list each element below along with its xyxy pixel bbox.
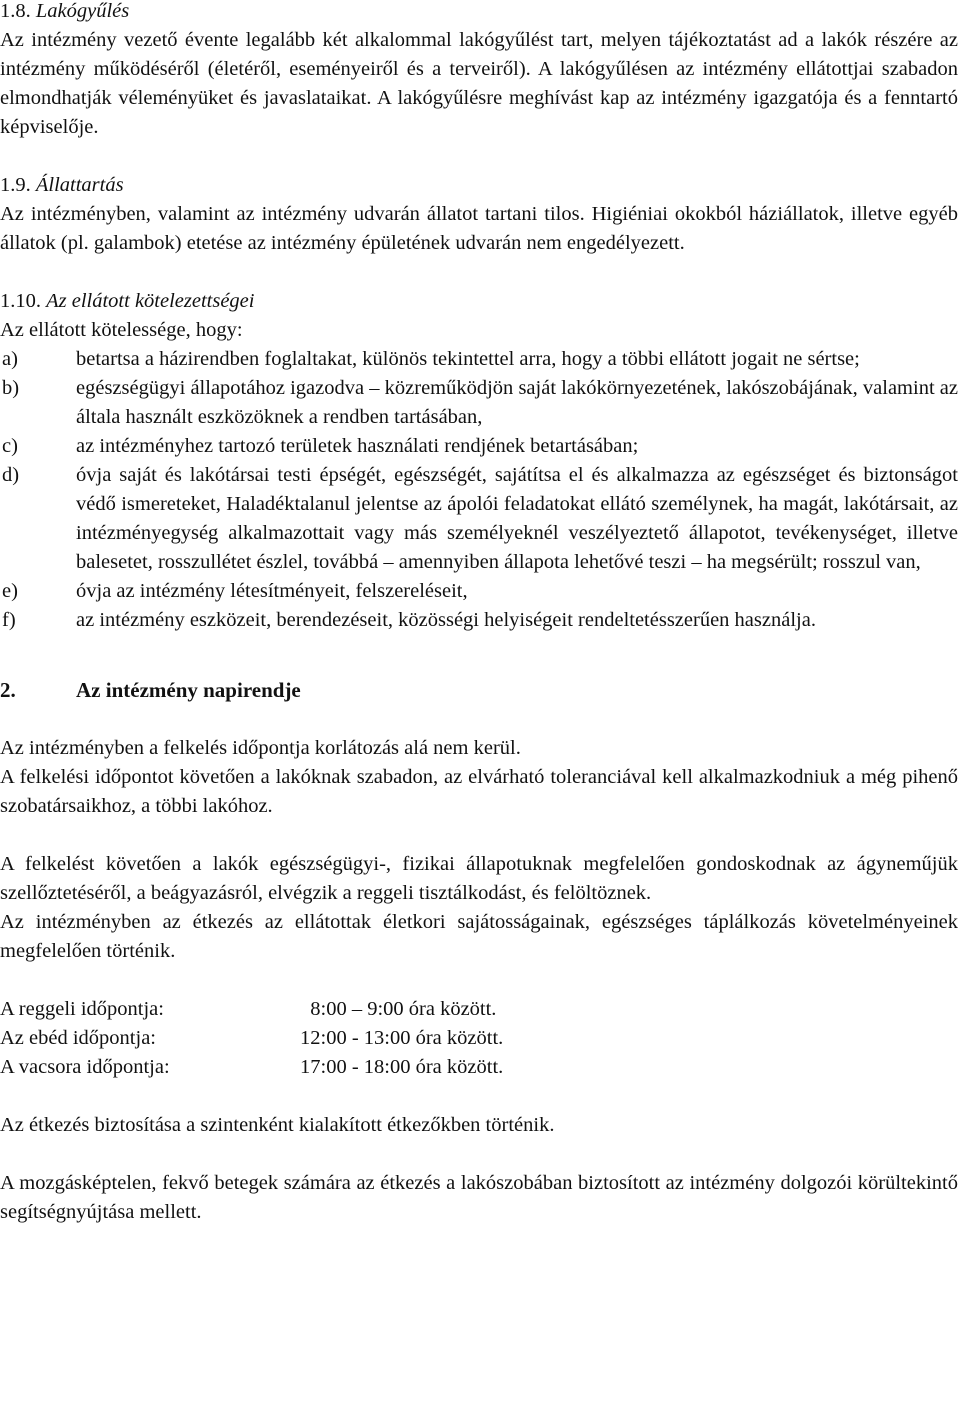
- meal-row: [0, 1024, 958, 1053]
- chapter-title: Az intézmény napirendje: [76, 678, 301, 702]
- list-marker: c): [2, 435, 18, 457]
- meal-label: A reggeli időpontja:: [0, 998, 164, 1020]
- list-marker: e): [2, 580, 18, 602]
- meal-row: [0, 1053, 958, 1082]
- section-number: 1.10.: [0, 290, 41, 312]
- paragraph: A felkelést követően a lakók egészségügyi-, fizikai állapotuknak megfelelően gondoskodnak az ágyneműjük szellőztetéséről, a beágyazásról, elvégzik a reggeli tisztálkodást, és felöltöznek.: [0, 853, 958, 904]
- section-intro-1-10: Az ellátott kötelessége, hogy:: [0, 319, 243, 341]
- paragraph: A felkelési időpontot követően a lakóknak szabadon, az elvárható toleranciával kell alkalmazkodniuk a még pihenő szobatársaikhoz, a többi lakóhoz.: [0, 766, 958, 817]
- section-heading-1-10: [0, 287, 958, 316]
- section-heading-1-9: [0, 171, 958, 200]
- section-body-1-8: Az intézmény vezető évente legalább két alkalommal lakógyűlést tart, melyen tájékoztatást ad a lakók részére az intézmény működéséről (életéről, eseményeiről és a terveiről). A lakógyűlésen az intézmény ellátottjai szabadon elmondhatják véleményüket és javaslataikat. A lakógyűlésre meghívást kap az intézmény igazgatója és a fenntartó képviselője.: [0, 29, 958, 138]
- list-marker: f): [2, 609, 16, 631]
- list-text: óvja az intézmény létesítményeit, felszereléseit,: [76, 580, 468, 602]
- section-title: Állattartás: [35, 174, 124, 196]
- section-number: 1.8.: [0, 0, 31, 22]
- section-title: Lakógyűlés: [35, 0, 130, 22]
- section-body-1-9: Az intézményben, valamint az intézmény udvarán állatot tartani tilos. Higiéniai okokból háziállatok, illetve egyéb állatok (pl. galambok) etetése az intézmény épületének udvarán nem engedélyezett.: [0, 203, 958, 254]
- meal-row: [0, 995, 958, 1024]
- chapter-heading-2: [0, 676, 958, 705]
- paragraph: Az étkezés biztosítása a szintenként kialakított étkezőkben történik.: [0, 1114, 555, 1136]
- paragraph: A mozgásképtelen, fekvő betegek számára az étkezés a lakószobában biztosított az intézmény dolgozói körültekintő segítségnyújtása mellett.: [0, 1172, 958, 1223]
- list-marker: b): [2, 377, 20, 399]
- section-heading-1-8: [0, 0, 958, 26]
- section-number: 1.9.: [0, 174, 31, 196]
- meal-label: A vacsora időpontja:: [0, 1056, 170, 1078]
- list-item: [0, 577, 958, 606]
- list-item: [0, 606, 958, 635]
- list-item: [0, 461, 958, 577]
- list-text: az intézményhez tartozó területek használati rendjének betartásában;: [76, 435, 639, 457]
- list-marker: d): [2, 464, 20, 486]
- section-title: Az ellátott kötelezettségei: [46, 290, 255, 312]
- list-text: az intézmény eszközeit, berendezéseit, közösségi helyiségeit rendeltetésszerűen használja.: [76, 609, 816, 631]
- list-text: betartsa a házirendben foglaltakat, különös tekintettel arra, hogy a többi ellátott jogait ne sértse;: [76, 348, 860, 370]
- meal-schedule: [0, 995, 958, 1082]
- paragraph: Az intézményben a felkelés időpontja korlátozás alá nem kerül.: [0, 737, 521, 759]
- meal-time: 12:00 - 13:00 óra között.: [300, 1027, 504, 1049]
- list-text: óvja saját és lakótársai testi épségét, egészségét, sajátítsa el és alkalmazza az egészséget és biztonságot védő ismereteket, Haladéktalanul jelentse az ápolói feladatokat ellátó személynek, ha magát, lakótársait, az intézményegység alkalmazottait vagy más személyeknél veszélyeztető állapotot, tevékenységet, illetve balesetet, rosszullétet észlel, továbbá – amennyiben állapota lehetővé teszi – ha megsérült; rosszul van,: [76, 464, 958, 573]
- paragraph: Az intézményben az étkezés az ellátottak életkori sajátosságainak, egészséges táplálkozás követelményeinek megfelelően történik.: [0, 911, 958, 962]
- obligations-list: [0, 345, 958, 635]
- list-text: egészségügyi állapotához igazodva – közreműködjön saját lakókörnyezetének, lakószobájának, valamint az általa használt eszközöknek a rendben tartásában,: [76, 377, 958, 428]
- meal-label: Az ebéd időpontja:: [0, 1027, 156, 1049]
- meal-time: 17:00 - 18:00 óra között.: [300, 1056, 504, 1078]
- chapter-number: 2.: [0, 678, 16, 702]
- list-item: [0, 374, 958, 432]
- list-marker: a): [2, 348, 18, 370]
- list-item: [0, 345, 958, 374]
- meal-time: 8:00 – 9:00 óra között.: [300, 998, 497, 1020]
- list-item: [0, 432, 958, 461]
